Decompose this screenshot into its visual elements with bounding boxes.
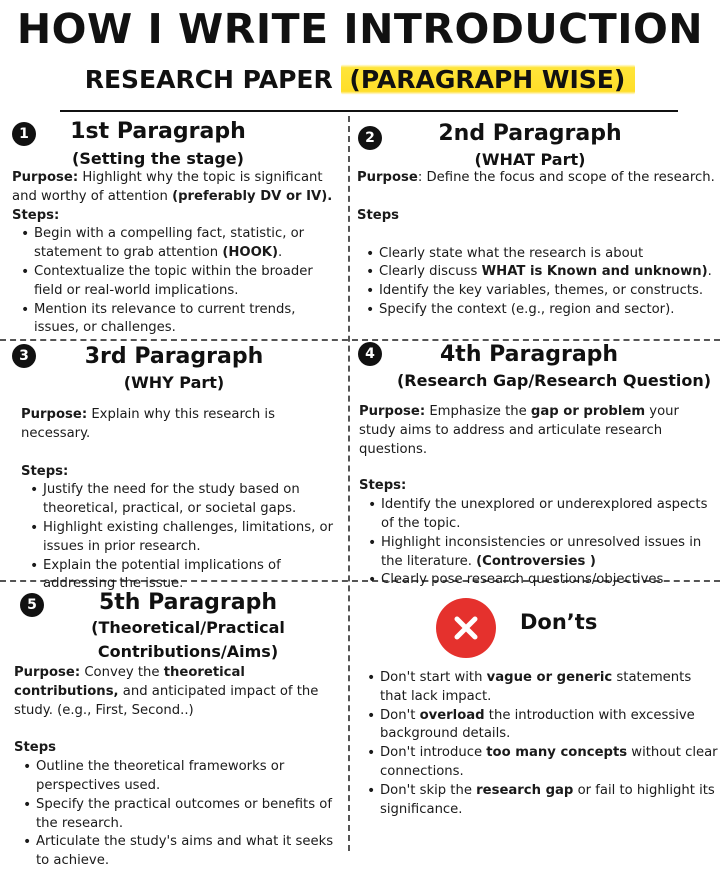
p2-body: [357, 169, 715, 320]
list-item: • Explain the potential implications of addressing the issue.: [21, 557, 347, 595]
list-item: • Justify the need for the study based on theoretical, practical, or societal gaps.: [21, 481, 347, 519]
p4-subtitle: (Research Gap/Research Question): [396, 371, 712, 390]
p2-subtitle: (WHAT Part): [474, 150, 586, 169]
subtitle-plain: RESEARCH PAPER: [84, 65, 342, 94]
p2-steps-list: [357, 245, 715, 320]
subtitle-highlight: (PARAGRAPH WISE): [341, 63, 635, 96]
list-item: • Highlight inconsistencies or unresolved issues in the literature. (Controversies ): [359, 534, 715, 572]
p1-title: 1st Paragraph: [70, 119, 246, 144]
list-item: • Don't introduce too many concepts without clear connections.: [358, 744, 718, 782]
p1-purpose: Purpose: Highlight why the topic is significant and worthy of attention (preferably DV or IV).: [12, 170, 333, 204]
p2-steps-heading: Steps: [357, 207, 400, 223]
list-item: • Specify the practical outcomes or benefits of the research.: [14, 796, 348, 834]
page-subtitle: [0, 58, 720, 102]
p3-body: [21, 406, 347, 594]
header-underline: [60, 110, 678, 112]
p5-steps-heading: Steps: [14, 740, 57, 756]
p2-purpose: Purpose: Define the focus and scope of the research.: [357, 170, 715, 185]
p1-body: [12, 169, 342, 338]
number-badge-2: 2: [358, 126, 382, 150]
donts-title: Don’ts: [520, 610, 598, 634]
x-icon: [436, 598, 496, 658]
donts-body: [358, 669, 718, 819]
p5-body: [14, 664, 348, 871]
p5-steps-list: [14, 758, 348, 871]
p3-steps-heading: Steps:: [21, 463, 69, 479]
list-item: • Articulate the study's aims and what it seeks to achieve.: [14, 833, 348, 871]
number-badge-5: 5: [20, 593, 44, 617]
list-item: • Don't overload the introduction with excessive background details.: [358, 707, 718, 745]
p4-purpose: Purpose: Emphasize the gap or problem your study aims to address and articulate research questions.: [359, 404, 679, 457]
list-item: • Mention its relevance to current trends, issues, or challenges.: [12, 301, 342, 339]
p3-title: 3rd Paragraph: [84, 344, 264, 369]
list-item: • Specify the context (e.g., region and sector).: [357, 301, 715, 320]
list-item: • Don't skip the research gap or fail to highlight its significance.: [358, 782, 718, 820]
list-item: • Highlight existing challenges, limitations, or issues in prior research.: [21, 519, 347, 557]
list-item: • Identify the unexplored or underexplored aspects of the topic.: [359, 496, 715, 534]
p1-steps-list: [12, 225, 342, 338]
p3-subtitle: (WHY Part): [123, 373, 225, 392]
list-item: • Begin with a compelling fact, statistic, or statement to grab attention (HOOK).: [12, 225, 342, 263]
number-badge-4: 4: [358, 342, 382, 366]
number-badge-3: 3: [12, 344, 36, 368]
list-item: • Identify the key variables, themes, or constructs.: [357, 282, 715, 301]
p4-steps-heading: Steps:: [359, 478, 407, 494]
p4-title: 4th Paragraph: [440, 342, 619, 367]
donts-list: [358, 669, 718, 819]
list-item: • Don't start with vague or generic statements that lack impact.: [358, 669, 718, 707]
x-icon-glyph: [452, 614, 480, 642]
list-item: • Clearly state what the research is about: [357, 245, 715, 264]
p3-purpose: Purpose: Explain why this research is necessary.: [21, 407, 275, 441]
p4-body: [359, 403, 715, 590]
p1-subtitle: (Setting the stage): [72, 149, 244, 168]
list-item: • Outline the theoretical frameworks or perspectives used.: [14, 758, 348, 796]
p5-subtitle-line-1: (Theoretical/Practical: [91, 618, 285, 637]
page-title: HOW I WRITE INTRODUCTION: [16, 5, 704, 53]
p3-steps-list: [21, 481, 347, 594]
p4-steps-list: [359, 496, 715, 590]
list-item: • Clearly discuss WHAT is Known and unknown).: [357, 263, 715, 282]
p1-steps-heading: Steps:: [12, 207, 60, 223]
p5-title: 5th Paragraph: [98, 590, 278, 615]
vertical-divider: [348, 116, 350, 851]
p5-subtitle-line-2: Contributions/Aims): [97, 642, 279, 661]
list-item: • Contextualize the topic within the broader field or real-world implications.: [12, 263, 342, 301]
p5-purpose: Purpose: Convey the theoretical contributions, and anticipated impact of the study. (e.g., First, Second..): [14, 665, 319, 718]
list-item: • Clearly pose research questions/objectives: [359, 571, 715, 590]
number-badge-1: 1: [12, 122, 36, 146]
p2-title: 2nd Paragraph: [438, 121, 622, 146]
